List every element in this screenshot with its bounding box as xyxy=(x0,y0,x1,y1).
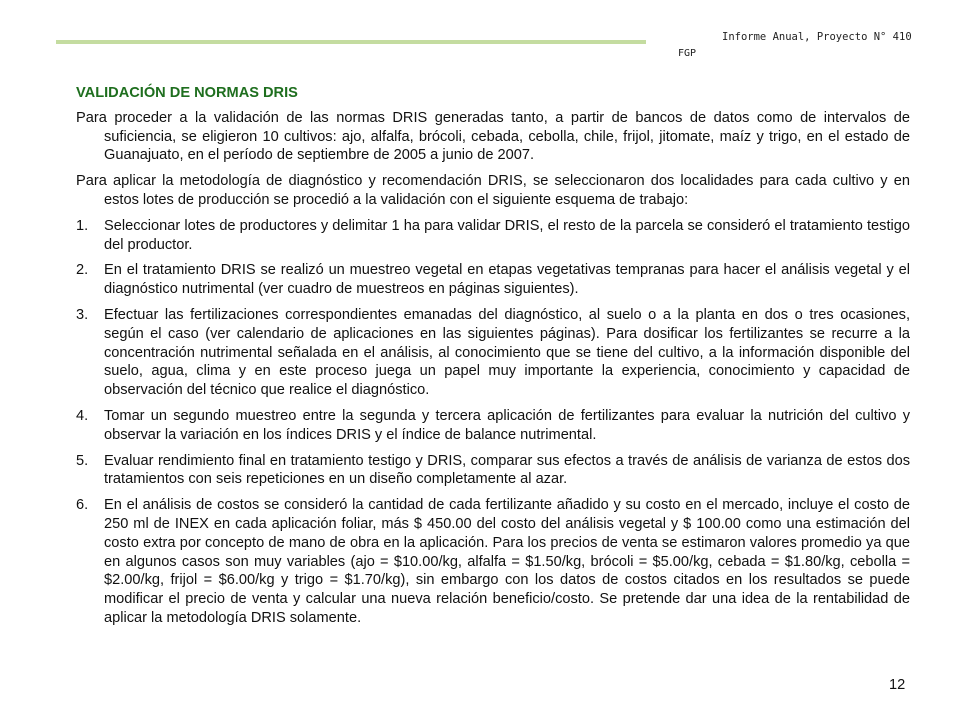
list-item-text: Efectuar las fertilizaciones correspondientes emanadas del diagnóstico, al suelo o a la planta en dos o tres ocasiones, según el caso (ver calendario de aplicaciones en las siguientes páginas). Para dosificar los fertilizantes se recurre a la concentración nutrimental señalada en el análisis, al conocimiento que se tiene del cultivo, a la información disponible del suelo, agua, clima y en este proceso juega un papel muy importante la experiencia, conocimiento y capacidad de observación del técnico que realice el diagnóstico. xyxy=(104,306,910,399)
list-item-number: 3. xyxy=(76,306,89,323)
document-body xyxy=(76,84,910,635)
list-item-number: 2. xyxy=(76,262,89,279)
list-item-text: Tomar un segundo muestreo entre la segunda y tercera aplicación de fertilizantes para evaluar la nutrición del cultivo y observar la variación en los índices DRIS y el índice de balance nutrimental. xyxy=(104,407,910,443)
list-item xyxy=(76,496,910,628)
list-item xyxy=(76,407,910,445)
paragraph-intro: Para proceder a la validación de las normas DRIS generadas tanto, a partir de bancos de datos como de intervalos de suficiencia, se eligieron 10 cultivos: ajo, alfalfa, brócoli, cebada, cebolla, chile, frijol, jitomate, maíz y trigo, en el estado de Guanajuato, en el período de septiembre de 2005 a junio de 2007. xyxy=(76,109,910,164)
list-item-number: 5. xyxy=(76,452,89,469)
list-item-text: En el tratamiento DRIS se realizó un muestreo vegetal en etapas vegetativas tempranas para hacer el análisis vegetal y el diagnóstico nutrimental (ver cuadro de muestreos en páginas siguientes). xyxy=(104,262,910,298)
header-subtitle: FGP xyxy=(678,48,697,59)
list-item xyxy=(76,452,910,490)
header-rule xyxy=(56,40,646,44)
list-item-number: 6. xyxy=(76,497,89,514)
list-item xyxy=(76,306,910,400)
paragraph-methodology: Para aplicar la metodología de diagnóstico y recomendación DRIS, se seleccionaron dos localidades para cada cultivo y en estos lotes de producción se procedió a la validación con el siguiente esquema de trabajo: xyxy=(76,173,910,208)
list-item-text: En el análisis de costos se consideró la cantidad de cada fertilizante añadido y su costo en el mercado, incluye el costo de 250 ml de INEX en cada aplicación foliar, más $ 450.00 del costo del análisis vegetal y $ 100.00 como una estimación del costo extra por concepto de mano de obra en la aplicación. Para los precios de venta se estimaron valores promedio ya que en algunos casos son muy variables (ajo = $10.00/kg, alfalfa = $1.50/kg, brócoli = $5.00/kg, cebada = $1.80/kg, cebolla = $2.00/kg, frijol = $6.00/kg y trigo = $1.70/kg), sin embargo con los datos de costos citados en los resultados se puede modificar el precio de venta y calcular una nueva relación beneficio/costo. Se pretende dar una idea de la rentabilidad de aplicar la metodología DRIS solamente. xyxy=(104,497,910,626)
list-item-text: Seleccionar lotes de productores y delimitar 1 ha para validar DRIS, el resto de la parcela se consideró el tratamiento testigo del productor. xyxy=(104,217,910,253)
page-number: 12 xyxy=(889,677,906,693)
list-item-number: 1. xyxy=(76,217,89,234)
list-item-text: Evaluar rendimiento final en tratamiento testigo y DRIS, comparar sus efectos a través de análisis de varianza de estos dos tratamientos con seis repeticiones en un diseño completamente al azar. xyxy=(104,452,910,488)
section-title: VALIDACIÓN DE NORMAS DRIS xyxy=(76,85,298,101)
header-title: Informe Anual, Proyecto N° 410 xyxy=(722,31,912,43)
list-item-number: 4. xyxy=(76,407,89,424)
list-item xyxy=(76,261,910,299)
list-item xyxy=(76,217,910,255)
